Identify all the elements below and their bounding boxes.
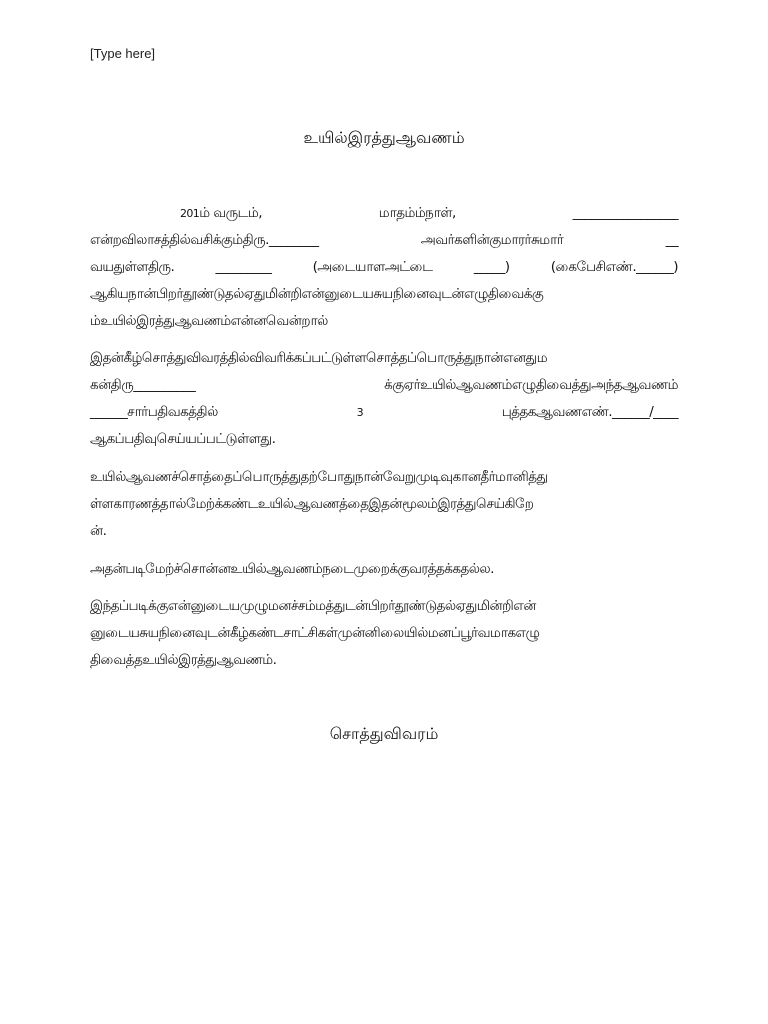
son-of-text: அவர்களின்குமாரர்சுமார் — [420, 232, 564, 248]
mobile-number-field: (கைபேசிஎண்.______) — [550, 259, 678, 275]
paragraph-3-text-2: ள்ளகாரணத்தால்மேற்க்கண்டஉயில்ஆவணத்தைஇதன்மூலம்இரத்துசெய்கிறே — [90, 496, 534, 512]
paragraph-3-text-1: உயில்ஆவணச்சொத்தைப்பொருத்துதற்போதுநான்வேறுமுடிவுகானதீர்மானித்து — [90, 469, 548, 485]
document-title: உயில்இரத்துஆவணம் — [303, 128, 465, 147]
paragraph-2-line-1 — [90, 345, 678, 372]
paragraph-2-text-4: ஆகப்பதிவுசெய்யப்பட்டுள்ளது. — [90, 431, 276, 447]
paragraph-5 — [90, 593, 678, 674]
paragraph-2-line-2 — [90, 372, 678, 399]
paragraph-1-line-1 — [90, 200, 678, 227]
beneficiary-blank: கன்திரு__________ — [90, 377, 196, 393]
paragraph-5-text-1: இந்தப்படிக்குஎன்னுடையமுழுமனச்சம்மத்துடன்பிறர்தூண்டுதல்ஏதுமின்றிஎன் — [90, 598, 536, 614]
paragraph-3-text-3: ன். — [90, 523, 107, 539]
address-text: என்றவிலாசத்தில்வசிக்கும்திரு.________ — [90, 232, 319, 248]
year-field: 201ம் வருடம், — [180, 205, 262, 221]
paragraph-1-line-3 — [90, 254, 678, 281]
age-label: வயதுள்ளதிரு. — [90, 259, 175, 275]
paragraph-1 — [90, 200, 678, 335]
paragraph-2-line-3 — [90, 399, 678, 426]
month-day-label: மாதம்ம்நாள், — [378, 205, 456, 221]
paragraph-5-line-1 — [90, 593, 678, 620]
paragraph-3-line-2 — [90, 491, 678, 518]
paragraph-1-text-4: ஆகியநான்பிறர்தூண்டுதல்ஏதுமின்றிஎன்னுடையசுயநினைவுடன்எழுதிவைக்கு — [90, 286, 544, 302]
paragraph-1-line-5 — [90, 308, 678, 335]
paragraph-5-text-2: னுடையசுயநினைவுடன்கீழ்கண்டசாட்சிகள்முன்னிலையில்மனப்பூர்வமாகஎழு — [90, 625, 540, 641]
paragraph-1-line-4 — [90, 281, 678, 308]
paragraph-3 — [90, 464, 678, 545]
paragraph-5-line-2 — [90, 620, 678, 647]
paragraph-3-line-3 — [90, 518, 678, 545]
paragraph-2 — [90, 345, 678, 453]
document-number-field: புத்தகஆவணஎண்.______/____ — [501, 404, 678, 420]
paragraph-2-text-1: இதன்கீழ்சொத்துவிவரத்தில்விவரிக்கப்பட்டுள்ளசொத்தப்பொருத்துநான்எனதும — [90, 350, 548, 366]
paragraph-1-text-5: ம்உயில்இரத்துஆவணம்என்னவென்றால் — [90, 313, 328, 329]
id-card-blank: _____) — [473, 259, 510, 275]
age-blank: __ — [665, 232, 678, 248]
name-blank: _________ — [215, 259, 272, 275]
paragraph-5-line-3 — [90, 647, 678, 674]
paragraph-3-line-1 — [90, 464, 678, 491]
book-number: 3 — [356, 406, 363, 419]
paragraph-5-text-3: திவைத்தஉயில்இரத்துஆவணம். — [90, 652, 277, 668]
paragraph-4-line-1 — [90, 556, 678, 583]
paragraph-4 — [90, 556, 678, 583]
page-header-placeholder[interactable]: [Type here] — [90, 46, 156, 61]
id-card-label: (அடையாளஅட்டை — [312, 259, 433, 275]
property-details-heading: சொத்துவிவரம் — [329, 724, 439, 743]
paragraph-2-line-4 — [90, 426, 678, 453]
blank-field: _________________ — [572, 205, 678, 221]
sub-registrar-blank: ______சார்பதிவகத்தில் — [90, 404, 218, 420]
paragraph-4-text: அதன்படிமேற்ச்சொன்னஉயில்ஆவணம்நடைமுறைக்குவரத்தக்கதல்ல. — [90, 561, 494, 577]
paragraph-1-line-2 — [90, 227, 678, 254]
will-text: க்குஏர்உயில்ஆவணம்எழுதிவைத்துஅந்தஆவணம் — [384, 377, 678, 393]
